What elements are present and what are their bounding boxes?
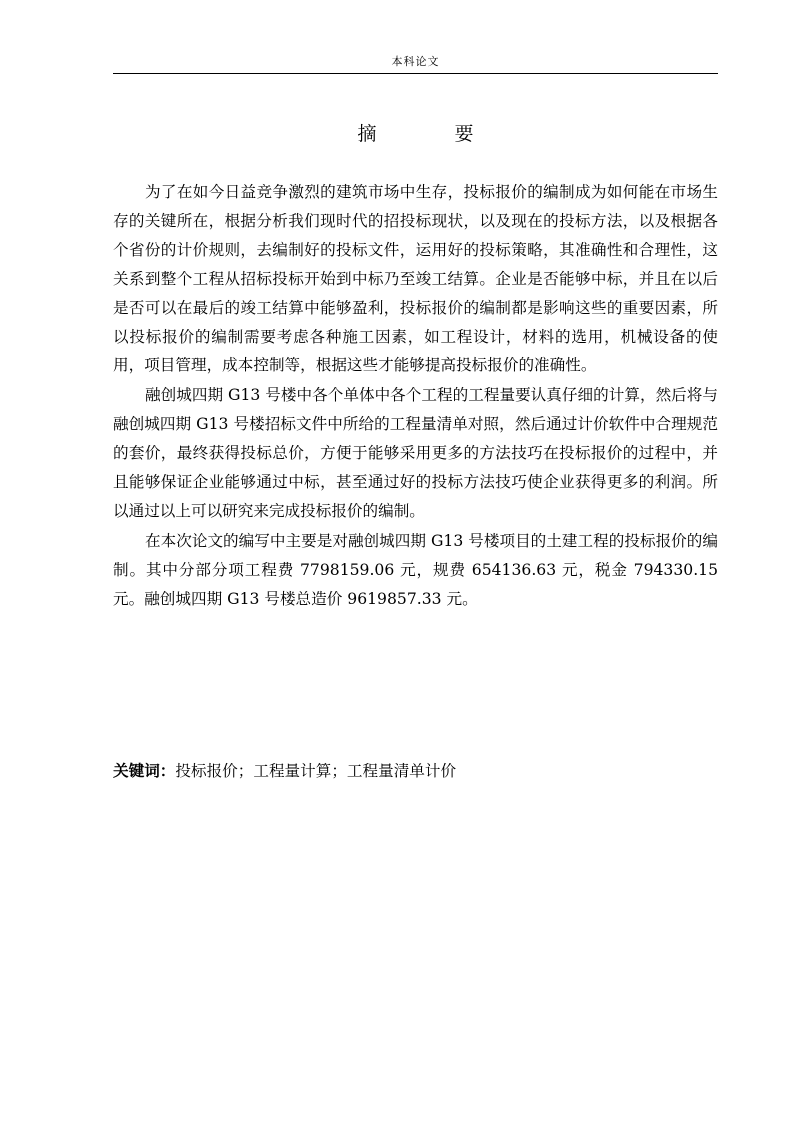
- header-rule: [113, 73, 718, 74]
- keywords-text: 投标报价；工程量计算；工程量清单计价: [175, 762, 457, 780]
- abstract-paragraph-1: 为了在如今日益竞争激烈的建筑市场中生存，投标报价的编制成为如何能在市场生存的关键所在，根据分析我们现时代的招投标现状，以及现在的投标方法，以及根据各个省份的计价规则，去编制好的投标文件，运用好的投标策略，其准确性和合理性，这关系到整个工程从招标投标开始到中标乃至竣工结算。企业是否能够中标，并且在以后是否可以在最后的竣工结算中能够盈利，投标报价的编制都是影响这些的重要因素，所以投标报价的编制需要考虑各种施工因素，如工程设计，材料的选用，机械设备的使用，项目管理，成本控制等，根据这些才能够提高投标报价的准确性。: [113, 183, 718, 375]
- keywords-line: [113, 757, 718, 785]
- running-header: 本科论文: [391, 55, 440, 68]
- keywords-label: 关键词：: [113, 762, 176, 780]
- abstract-body: [113, 178, 718, 615]
- abstract-paragraph-3: 在本次论文的编写中主要是对融创城四期 G13 号楼项目的土建工程的投标报价的编制。其中分部分项工程费 7798159.06 元，规费 654136.63 元，税金 794330.15 元。融创城四期 G13 号楼总造价 9619857.33 元。: [113, 531, 718, 608]
- abstract-paragraph-2: 融创城四期 G13 号楼中各个单体中各个工程的工程量要认真仔细的计算，然后将与融创城四期 G13 号楼招标文件中所给的工程量清单对照，然后通过计价软件中合理规范的套价，最终获得投标总价，方便于能够采用更多的方法技巧在投标报价的过程中，并且能够保证企业能够通过中标，甚至通过好的投标方法技巧使企业获得更多的利润。所以通过以上可以研究来完成投标报价的编制。: [113, 386, 718, 520]
- abstract-title: 摘 要: [357, 123, 510, 145]
